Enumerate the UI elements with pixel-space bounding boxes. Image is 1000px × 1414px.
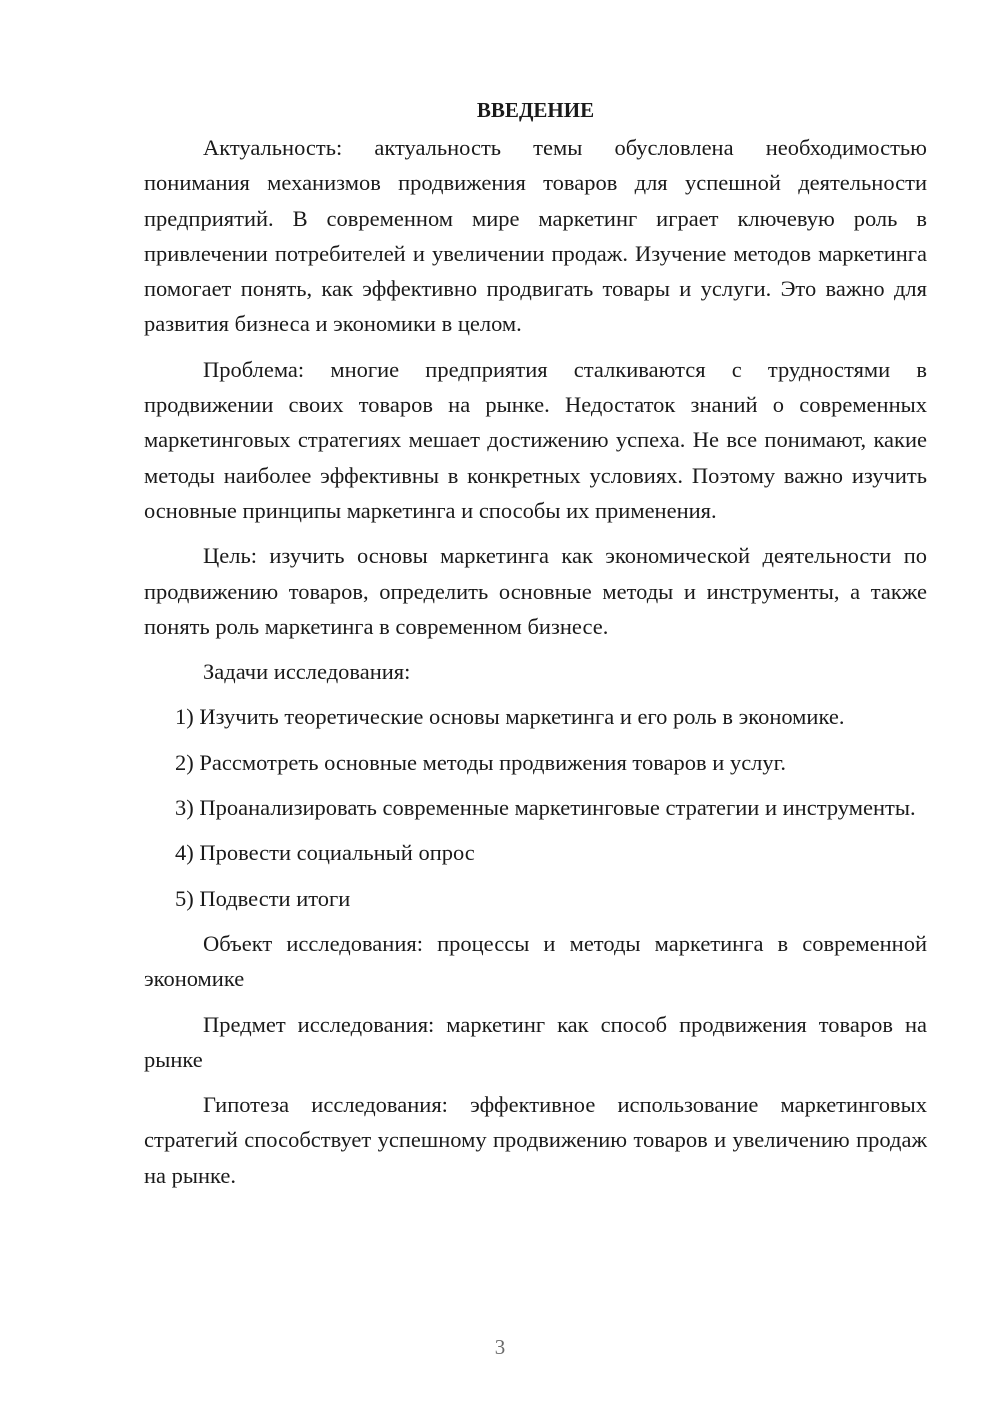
object-paragraph: Объект исследования: процессы и методы маркетинга в современной экономике [144,930,927,992]
task-item: 1) Изучить теоретические основы маркетинга и его роль в экономике. [175,704,845,730]
relevance-paragraph: Актуальность: актуальность темы обусловлена необходимостью понимания механизмов продвижения товаров для успешной деятельности предприятий. В современном мире маркетинг играет ключевую роль в привлечении потребителей и увеличении продаж. Изучение методов маркетинга помогает понять, как эффективно продвигать товары и услуги. Это важно для развития бизнеса и экономики в целом. [144,135,927,337]
hypothesis-paragraph: Гипотеза исследования: эффективное использование маркетинговых стратегий способствует успешному продвижению товаров и увеличению продаж на рынке. [144,1092,927,1188]
tasks-heading: Задачи исследования: [203,659,411,685]
document-page [144,93,927,1203]
subject-paragraph: Предмет исследования: маркетинг как способ продвижения товаров на рынке [144,1011,927,1072]
task-item: 3) Проанализировать современные маркетинговые стратегии и инструменты. [175,795,916,821]
goal-paragraph: Цель: изучить основы маркетинга как экономической деятельности по продвижению товаров, определить основные методы и инструменты, а также понять роль маркетинга в современном бизнесе. [144,543,927,639]
task-item: 2) Рассмотреть основные методы продвижения товаров и услуг. [175,749,786,775]
page-number: 3 [494,1335,506,1359]
page-title: ВВЕДЕНИЕ [476,98,595,122]
task-item: 4) Провести социальный опрос [175,840,475,866]
task-item: 5) Подвести итоги [175,885,351,911]
problem-paragraph: Проблема: многие предприятия сталкиваются с трудностями в продвижении своих товаров на рынке. Недостаток знаний о современных маркетинговых стратегиях мешает достижению успеха. Не все понимают, какие методы наиболее эффективны в конкретных условиях. Поэтому важно изучить основные принципы маркетинга и способы их применения. [144,356,927,523]
